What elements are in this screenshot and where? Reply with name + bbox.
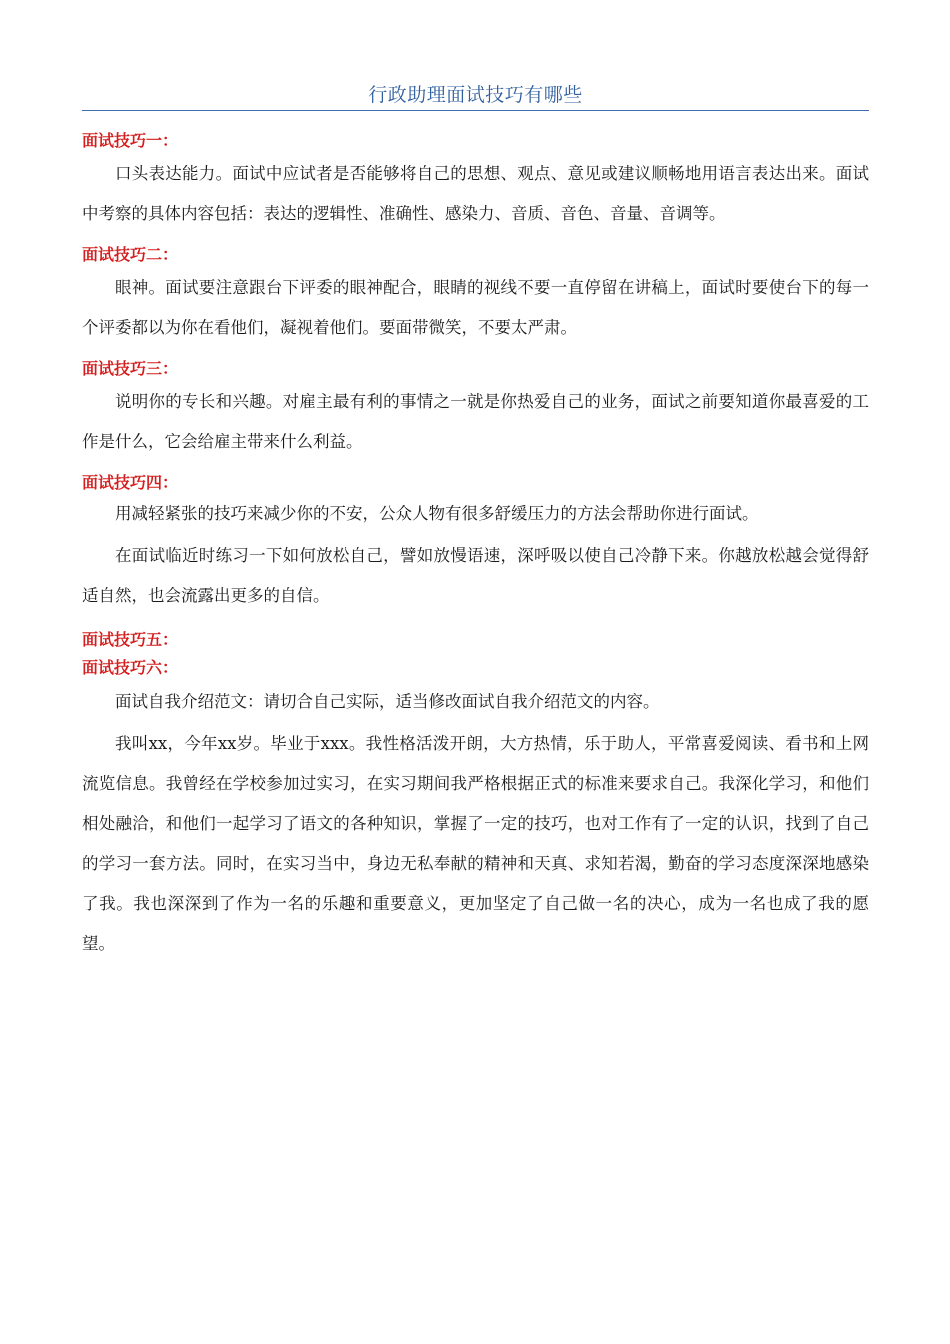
paragraph: 在面试临近时练习一下如何放松自己，譬如放慢语速，深呼吸以使自己冷静下来。你越放松越会觉得舒适自然，也会流露出更多的自信。	[82, 546, 869, 605]
paragraph: 用减轻紧张的技巧来减少你的不安，公众人物有很多舒缓压力的方法会帮助你进行面试。	[115, 504, 759, 523]
section-heading: 面试技巧三：	[82, 359, 179, 378]
section-heading: 面试技巧六：	[82, 658, 179, 677]
document-body	[82, 130, 869, 964]
document-header	[82, 80, 869, 111]
paragraph: 我叫xx，今年xx岁。毕业于xxx。我性格活泼开朗，大方热情，乐于助人，平常喜爱阅读、看书和上网流览信息。我曾经在学校参加过实习，在实习期间我严格根据正式的标准来要求自己。我深化学习，和他们相处融洽，和他们一起学习了语文的各种知识，掌握了一定的技巧，也对工作有了一定的认识，找到了自己的学习一套方法。同时，在实习当中，身边无私奉献的精神和天真、求知若渴，勤奋的学习态度深深地感染了我。我也深深到了作为一名的乐趣和重要意义，更加坚定了自己做一名的决心，成为一名也成了我的愿望。	[82, 734, 869, 953]
document-title: 行政助理面试技巧有哪些	[368, 84, 583, 106]
paragraph: 说明你的专长和兴趣。对雇主最有利的事情之一就是你热爱自己的业务，面试之前要知道你最喜爱的工作是什么，它会给雇主带来什么利益。	[82, 392, 869, 451]
section-heading: 面试技巧五：	[82, 630, 179, 649]
section-heading: 面试技巧二：	[82, 245, 179, 264]
section-heading: 面试技巧四：	[82, 473, 179, 492]
paragraph: 面试自我介绍范文：请切合自己实际，适当修改面试自我介绍范文的内容。	[115, 692, 660, 711]
section-heading: 面试技巧一：	[82, 131, 179, 150]
paragraph: 眼神。面试要注意跟台下评委的眼神配合，眼睛的视线不要一直停留在讲稿上，面试时要使台下的每一个评委都以为你在看他们，凝视着他们。要面带微笑，不要太严肃。	[82, 278, 869, 337]
paragraph: 口头表达能力。面试中应试者是否能够将自己的思想、观点、意见或建议顺畅地用语言表达出来。面试中考察的具体内容包括：表达的逻辑性、准确性、感染力、音质、音色、音量、音调等。	[82, 164, 869, 223]
